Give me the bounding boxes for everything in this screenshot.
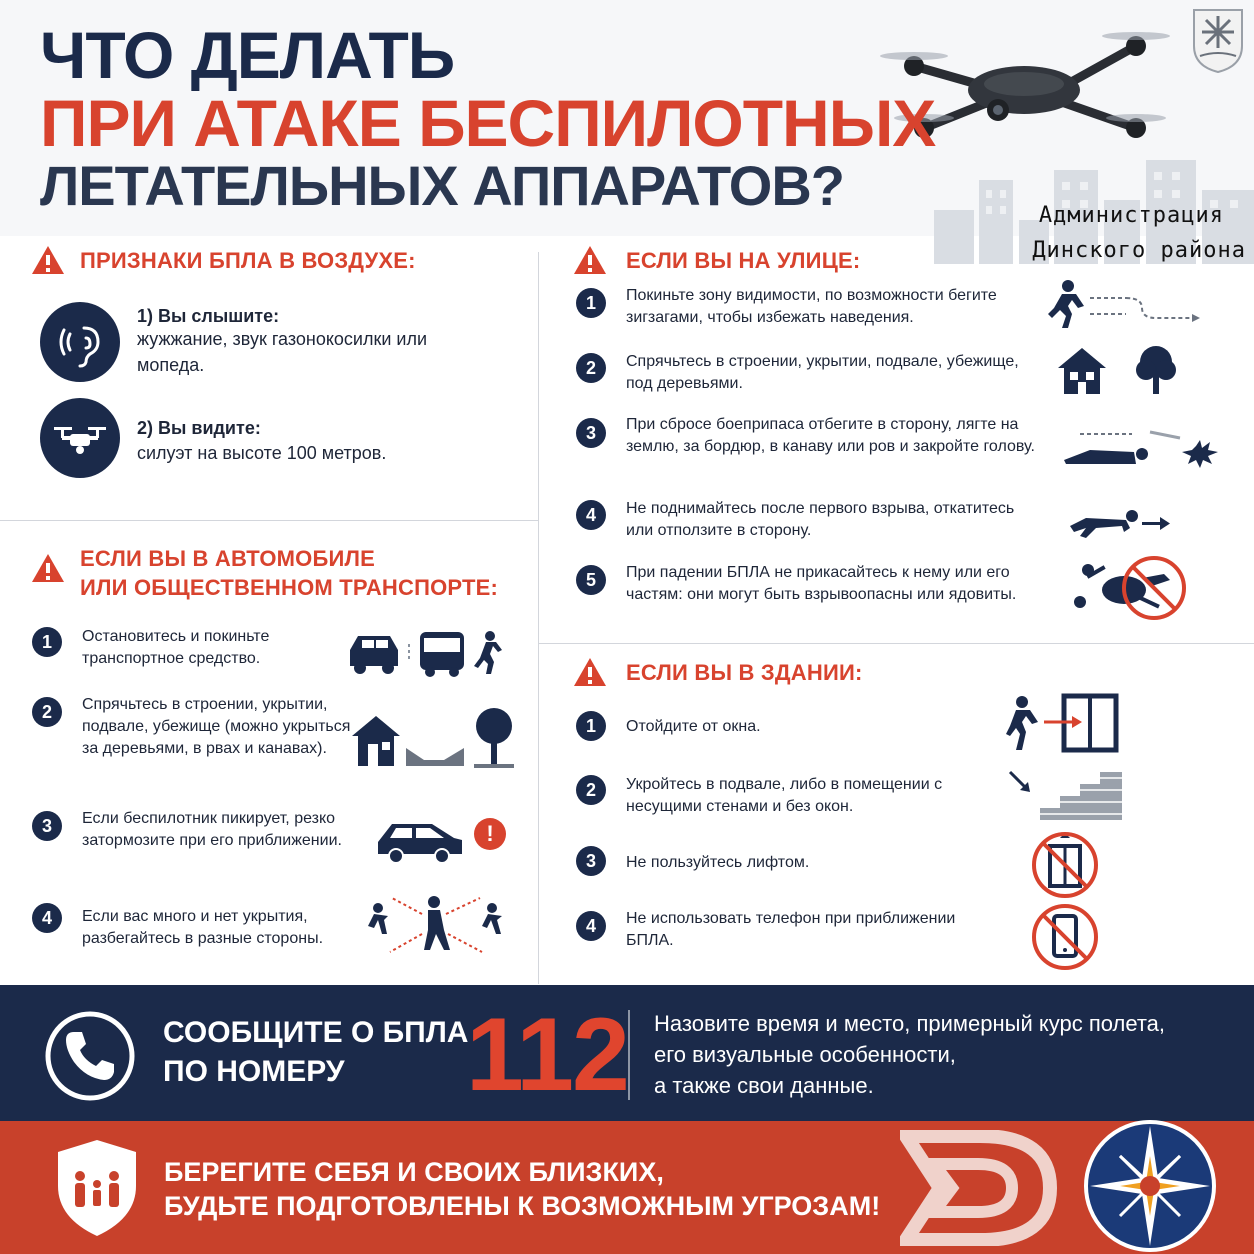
step-number: 2 — [576, 775, 606, 805]
title-line-2: ПРИ АТАКЕ БЕСПИЛОТНЫХ — [40, 86, 936, 160]
step-number: 3 — [576, 846, 606, 876]
ear-icon — [40, 302, 120, 382]
house-tree-icon — [1056, 344, 1178, 396]
warning-icon — [572, 656, 608, 688]
no-phone-icon — [1030, 902, 1100, 972]
column-divider — [538, 252, 539, 984]
step-number: 3 — [32, 811, 62, 841]
care-line-1: БЕРЕГИТЕ СЕБЯ И СВОИХ БЛИЗКИХ, — [164, 1157, 664, 1187]
car-step-3-text: Если беспилотник пикирует, резко затормозите при его приближении. — [82, 810, 342, 849]
title-line-3: ЛЕТАТЕЛЬНЫХ АППАРАТОВ? — [40, 154, 844, 217]
zigzag-runner-icon — [1046, 278, 1202, 332]
step-number: 4 — [576, 500, 606, 530]
street-step-4-text: Не поднимайтесь после первого взрыва, откатитесь или отползите в сторону. — [626, 500, 1015, 539]
car-braking-icon — [374, 816, 468, 864]
signs-section-title: ПРИЗНАКИ БПЛА В ВОЗДУХЕ: — [80, 248, 416, 273]
people-scatter-icon — [360, 890, 510, 960]
building-section-title: ЕСЛИ ВЫ В ЗДАНИИ: — [626, 660, 863, 685]
header — [0, 0, 1254, 236]
sign-see-desc: силуэт на высоте 100 метров. — [137, 443, 387, 463]
right-section-divider — [538, 643, 1254, 644]
admin-caption-line-2: Динского района — [1032, 238, 1246, 263]
step-number: 2 — [576, 353, 606, 383]
warning-icon — [30, 244, 66, 276]
emergency-service-emblem-icon — [1080, 1116, 1220, 1254]
admin-caption-line-1: Администрация — [1038, 203, 1224, 228]
building-step-1-text: Отойдите от окна. — [626, 718, 761, 735]
car-step-1-text: Остановитесь и покиньте транспортное средство. — [82, 628, 270, 667]
report-info-line-3: а также свои данные. — [654, 1073, 874, 1098]
step-number: 3 — [576, 418, 606, 448]
person-lying-explosion-icon — [1060, 420, 1224, 474]
sign-hear-desc: жужжание, звук газонокосилки или мопеда. — [137, 329, 428, 375]
street-step-2-text: Спрячьтесь в строении, укрытии, подвале, убежище, под деревьями. — [626, 353, 1019, 392]
street-step-5-text: При падении БПЛА не прикасайтесь к нему или его частям: они могут быть взрывоопасны или ядовиты. — [626, 564, 1017, 603]
do-not-touch-drone-icon — [1072, 552, 1192, 622]
no-elevator-icon — [1030, 830, 1100, 900]
step-number: 5 — [576, 565, 606, 595]
warning-icon — [30, 552, 66, 584]
building-step-2-text: Укройтесь в подвале, либо в помещении с несущими стенами и без окон. — [626, 776, 943, 815]
person-leaving-window-icon — [1004, 692, 1120, 754]
car-step-4-text: Если вас много и нет укрытия, разбегайтесь в разные стороны. — [82, 908, 324, 947]
left-section-divider — [0, 520, 538, 521]
street-step-1-text: Покиньте зону видимости, по возможности бегите зигзагами, чтобы избежать наведения. — [626, 287, 997, 326]
warning-icon — [572, 244, 608, 276]
step-number: 1 — [576, 711, 606, 741]
report-info-line-1: Назовите время и место, примерный курс полета, — [654, 1011, 1166, 1036]
step-number: 4 — [576, 911, 606, 941]
step-number: 2 — [32, 697, 62, 727]
care-line-2: БУДЬТЕ ПОДГОТОВЛЕНЫ К ВОЗМОЖНЫМ УГРОЗАМ! — [164, 1191, 881, 1221]
street-step-3-text: При сбросе боеприпаса отбегите в сторону, лягте на землю, за бордюр, в канаву или ров и закройте голову. — [626, 416, 1035, 455]
basement-stairs-icon — [1004, 766, 1124, 824]
building-step-4-text: Не использовать телефон при приближении БПЛА. — [626, 910, 956, 949]
street-section-title: ЕСЛИ ВЫ НА УЛИЦЕ: — [626, 248, 861, 273]
report-info-line-2: его визуальные особенности, — [654, 1042, 956, 1067]
car-section-title-line-2: ИЛИ ОБЩЕСТВЕННОМ ТРАНСПОРТЕ: — [80, 575, 499, 600]
district-crest-icon — [1190, 6, 1246, 74]
car-step-2-text: Спрячьтесь в строении, укрытии, подвале, убежище (можно укрыться за деревьями, в рвах и канавах). — [82, 696, 351, 757]
building-step-3-text: Не пользуйтесь лифтом. — [626, 854, 810, 871]
report-divider — [628, 1010, 630, 1100]
drone-icon — [40, 398, 120, 478]
step-number: 4 — [32, 903, 62, 933]
alert-mark-icon: ! — [474, 818, 506, 850]
step-number: 1 — [576, 288, 606, 318]
phone-icon — [44, 1010, 136, 1102]
step-number: 1 — [32, 627, 62, 657]
car-bus-runner-icon — [346, 626, 506, 678]
sign-see-title: 2) Вы видите: — [137, 418, 261, 438]
car-section-title-line-1: ЕСЛИ ВЫ В АВТОМОБИЛЕ — [80, 546, 376, 571]
house-trench-tree-icon — [350, 706, 516, 772]
title-line-1: ЧТО ДЕЛАТЬ — [40, 18, 455, 92]
report-label-line-2: ПО НОМЕРУ — [163, 1055, 345, 1088]
emergency-number: 112 — [466, 997, 628, 1113]
family-shield-icon — [56, 1138, 138, 1238]
sign-hear-title: 1) Вы слышите: — [137, 306, 280, 326]
crawling-person-icon — [1066, 506, 1170, 542]
report-label-line-1: СООБЩИТЕ О БПЛА — [163, 1016, 469, 1049]
brand-logo-icon — [900, 1130, 1064, 1246]
